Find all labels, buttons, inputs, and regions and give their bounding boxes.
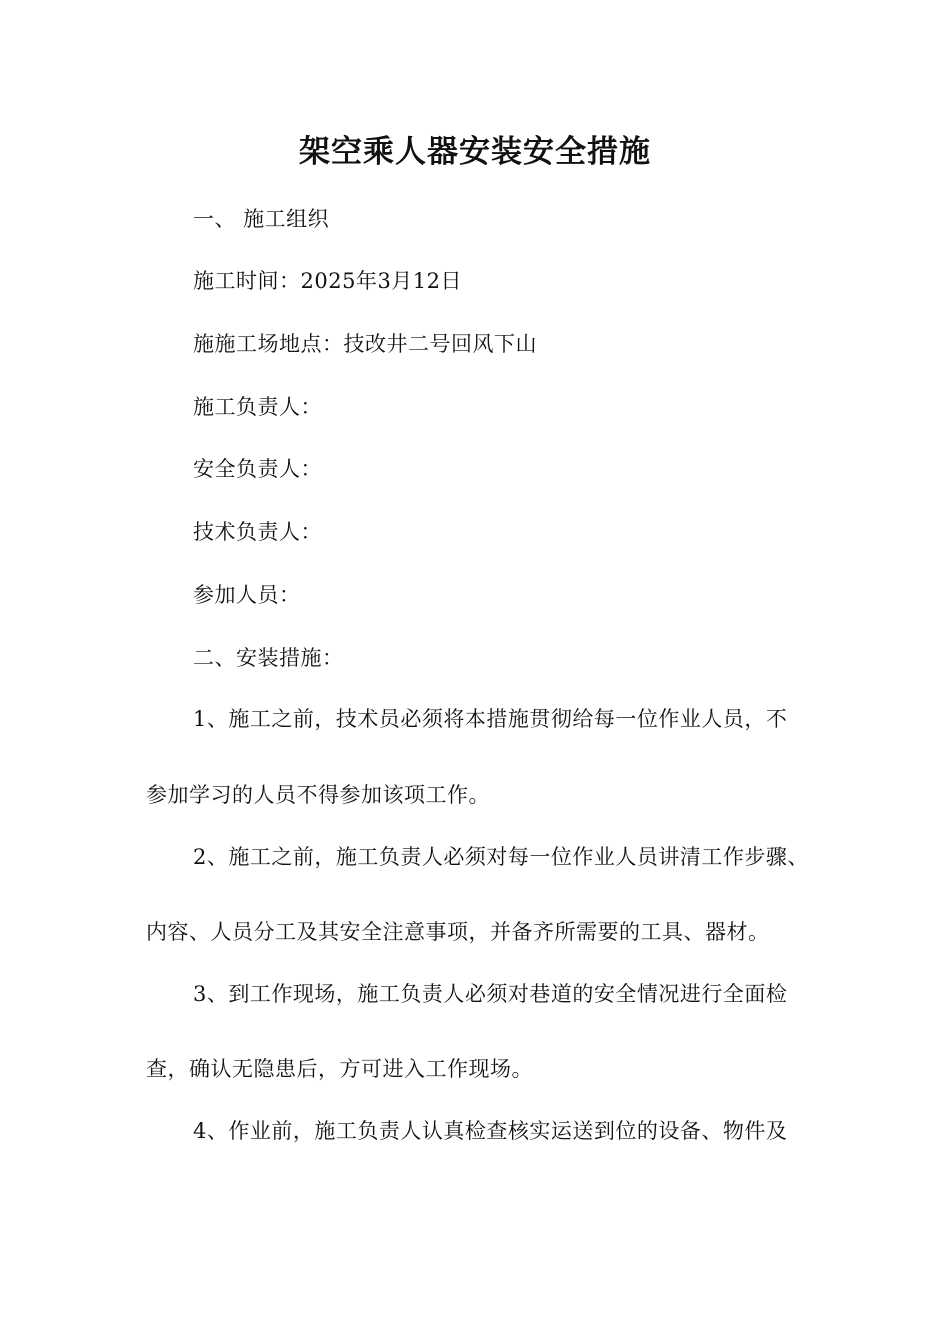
section-heading-organization: 一、 施工组织 bbox=[193, 207, 330, 231]
construction-time: 施工时间：2025年3月12日 bbox=[193, 269, 463, 293]
measure-2-line-1: 2、施工之前，施工负责人必须对每一位作业人员讲清工作步骤、 bbox=[193, 845, 809, 869]
section-heading-measures: 二、安装措施： bbox=[193, 646, 344, 670]
construction-location: 施施工场地点：技改井二号回风下山 bbox=[193, 332, 537, 356]
construction-leader: 施工负责人： bbox=[193, 395, 322, 419]
safety-leader: 安全负责人： bbox=[193, 457, 322, 481]
measure-2-line-2: 内容、人员分工及其安全注意事项，并备齐所需要的工具、器材。 bbox=[146, 920, 770, 944]
technical-leader: 技术负责人： bbox=[193, 520, 322, 544]
measure-4-line-1: 4、作业前，施工负责人认真检查核实运送到位的设备、物件及 bbox=[193, 1119, 788, 1143]
measure-1-line-2: 参加学习的人员不得参加该项工作。 bbox=[146, 783, 490, 807]
measure-3-line-2: 查，确认无隐患后，方可进入工作现场。 bbox=[146, 1057, 533, 1081]
measure-3-line-1: 3、到工作现场，施工负责人必须对巷道的安全情况进行全面检 bbox=[193, 982, 788, 1006]
document-title: 架空乘人器安装安全措施 bbox=[299, 134, 651, 170]
participants: 参加人员： bbox=[193, 583, 301, 607]
measure-1-line-1: 1、施工之前，技术员必须将本措施贯彻给每一位作业人员，不 bbox=[193, 707, 788, 731]
